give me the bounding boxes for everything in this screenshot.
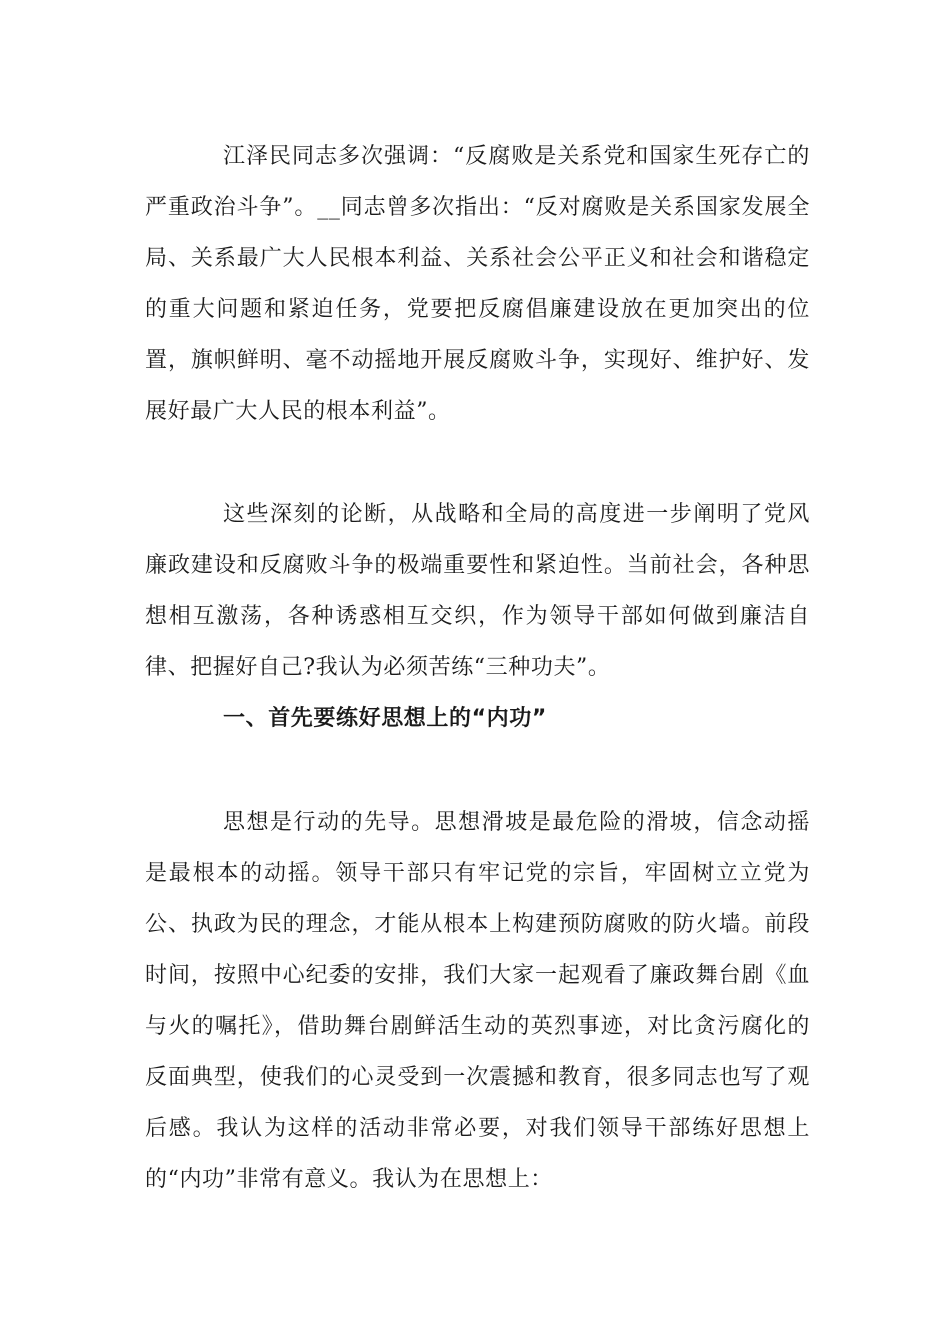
section-heading: 一、首先要练好思想上的“内功” — [223, 706, 547, 731]
intro-paragraph: 江泽民同志多次强调：“反腐败是关系党和国家生死存亡的严重政治斗争”。__同志曾多次指出：“反对腐败是关系国家发展全局、关系最广大人民根本利益、关系社会公平正义和社会和谐稳定的重大问题和紧迫任务，党要把反腐倡廉建设放在更加突出的位置，旗帜鲜明、毫不动摇地开展反腐败斗争，实现好、维护好、发展好最广大人民的根本利益”。 — [145, 144, 810, 424]
document-body — [145, 131, 810, 1205]
analysis-paragraph: 这些深刻的论断，从战略和全局的高度进一步阐明了党风廉政建设和反腐败斗争的极端重要性和紧迫性。当前社会，各种思想相互激荡，各种诱惑相互交织，作为领导干部如何做到廉洁自律、把握好自己?我认为必须苦练“三种功夫”。 — [145, 502, 810, 680]
section-paragraph: 思想是行动的先导。思想滑坡是最危险的滑坡，信念动摇是最根本的动摇。领导干部只有牢记党的宗旨，牢固树立立党为公、执政为民的理念，才能从根本上构建预防腐败的防火墙。前段时间，按照中心纪委的安排，我们大家一起观看了廉政舞台剧《血与火的嘱托》，借助舞台剧鲜活生动的英烈事迹，对比贪污腐化的反面典型，使我们的心灵受到一次震撼和教育，很多同志也写了观后感。我认为这样的活动非常必要，对我们领导干部练好思想上的“内功”非常有意义。我认为在思想上： — [145, 810, 810, 1192]
